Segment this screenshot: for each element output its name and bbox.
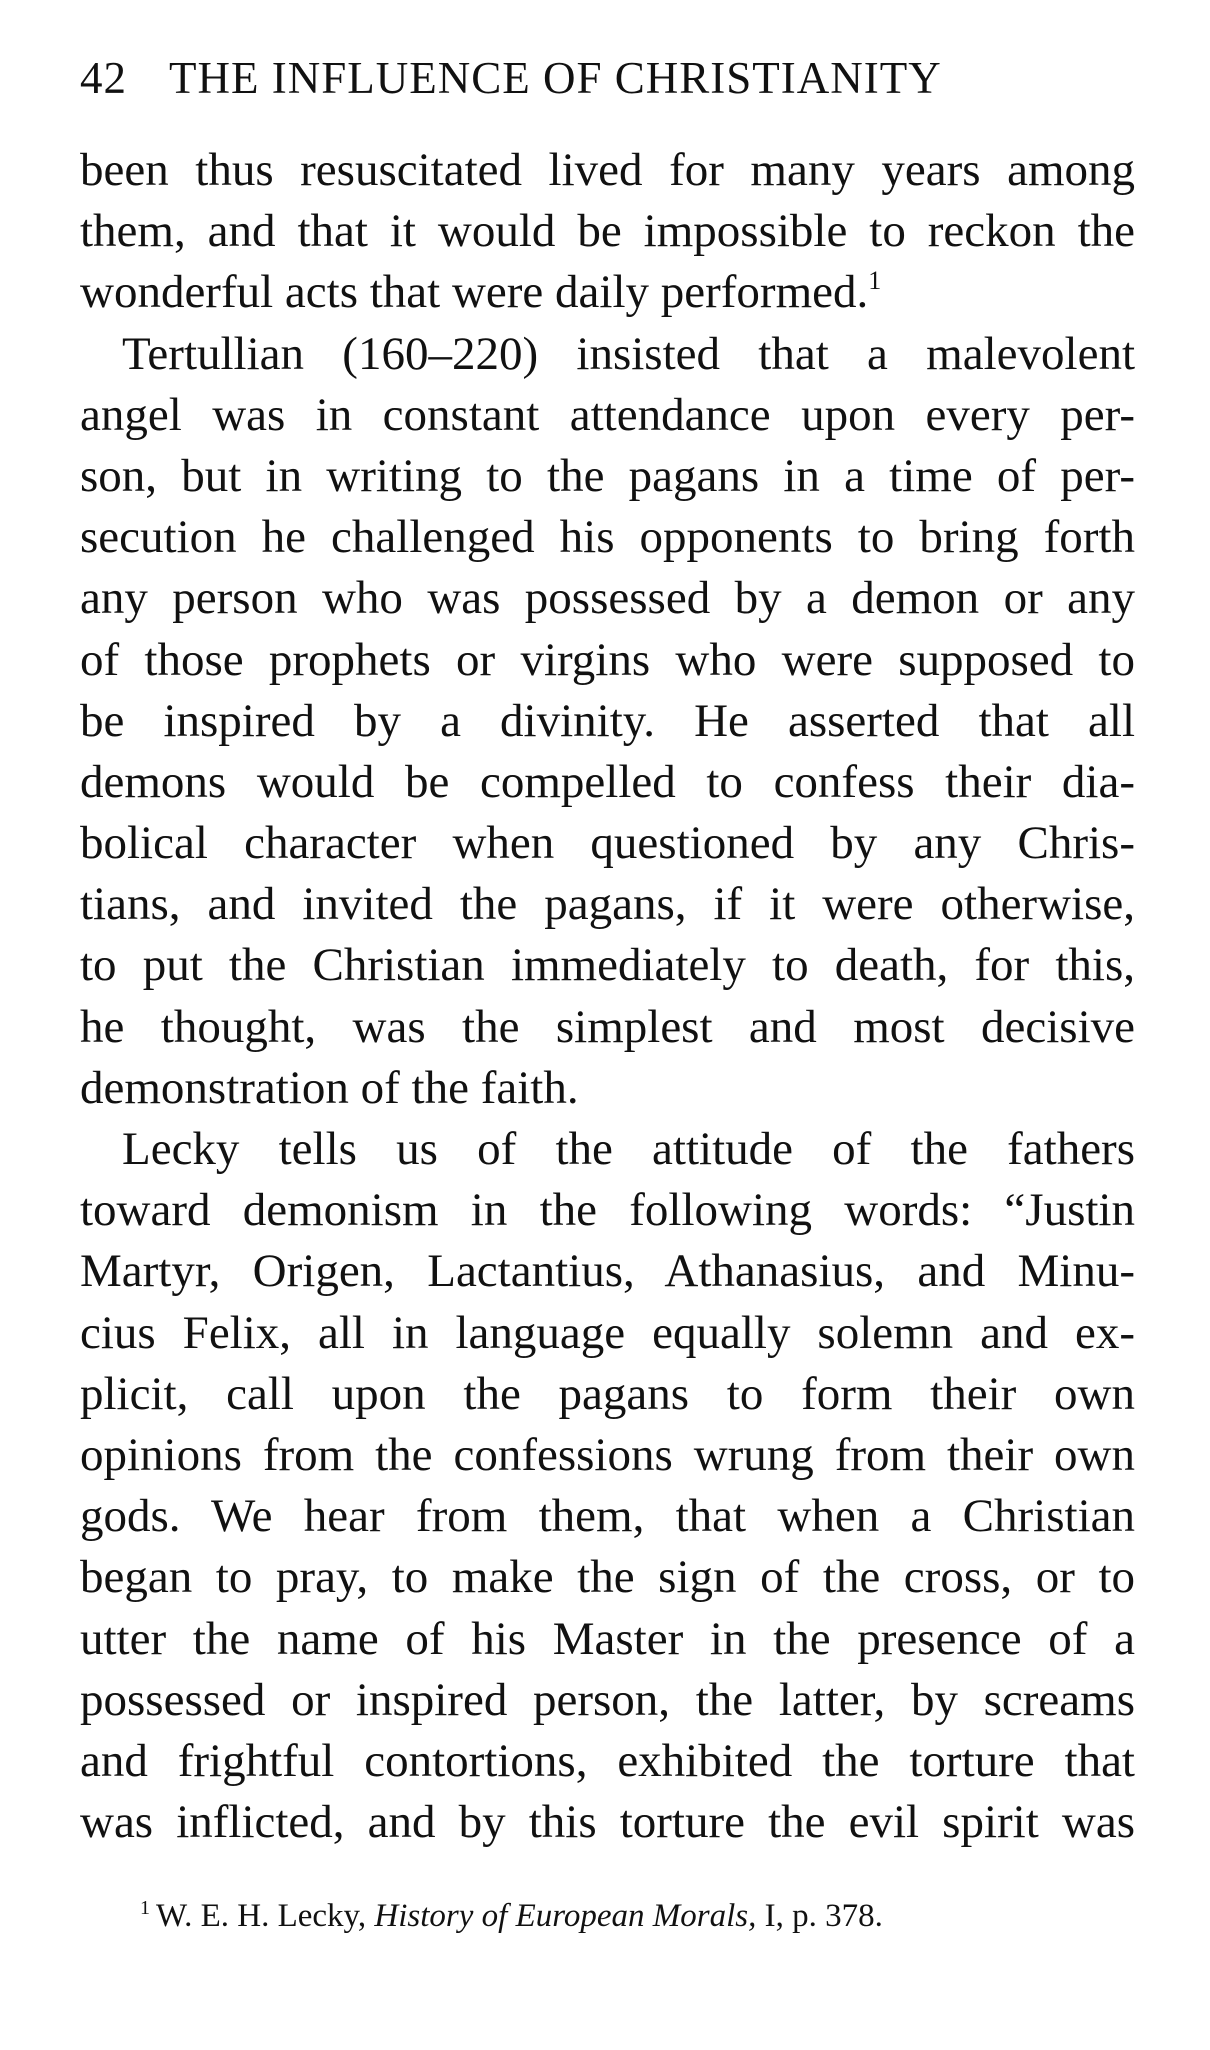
text-line: tians, and invited the pagans, if it were otherwise, <box>80 878 1135 931</box>
text-line: to put the Christian immediately to death, for this, <box>80 939 1135 992</box>
text-line-content: wonderful acts that were daily performed. <box>80 266 869 319</box>
text-line: plicit, call upon the pagans to form their own <box>80 1367 1135 1420</box>
text-line: was inflicted, and by this torture the evil spirit was <box>80 1796 1135 1849</box>
text-line: bolical character when questioned by any Chris- <box>80 817 1135 870</box>
text-line: them, and that it would be impossible to reckon the <box>80 205 1135 258</box>
running-title: THE INFLUENCE OF CHRISTIANITY <box>169 53 942 103</box>
text-line: been thus resuscitated lived for many years among <box>80 144 1135 196</box>
text-line: and frightful contortions, exhibited the torture that <box>80 1734 1135 1787</box>
footnote-location: I, p. 378. <box>764 1898 883 1934</box>
text-line: demonstration of the faith. <box>80 1061 579 1114</box>
footnote-marker: 1 <box>140 1897 150 1919</box>
text-line: any person who was possessed by a demon or any <box>80 572 1135 625</box>
text-line: possessed or inspired person, the latter, by screams <box>80 1673 1135 1726</box>
paragraph-first-line: Tertullian (160–220) insisted that a malevolent <box>122 327 1135 380</box>
footnote-author: W. E. H. Lecky, <box>156 1898 367 1934</box>
body-text <box>80 140 1135 1853</box>
text-line: of those prophets or virgins who were supposed to <box>80 633 1135 686</box>
text-line: opinions from the confessions wrung from their own <box>80 1428 1135 1481</box>
text-line: demons would be compelled to confess their dia- <box>80 755 1135 808</box>
footnote <box>140 1894 1080 1938</box>
text-line: began to pray, to make the sign of the cross, or to <box>80 1551 1135 1604</box>
paragraph-first-line: Lecky tells us of the attitude of the fathers <box>122 1123 1135 1175</box>
text-line: cius Felix, all in language equally solemn and ex- <box>80 1306 1135 1359</box>
text-line: gods. We hear from them, that when a Christian <box>80 1490 1135 1543</box>
running-header <box>80 48 1020 108</box>
text-line: secution he challenged his opponents to bring forth <box>80 511 1135 564</box>
text-line: Martyr, Origen, Lactantius, Athanasius, and Minu- <box>80 1245 1135 1298</box>
footnote-reference: 1 <box>868 266 882 296</box>
page-number: 42 <box>80 53 127 103</box>
text-line: utter the name of his Master in the presence of a <box>80 1612 1135 1665</box>
text-line: he thought, was the simplest and most decisive <box>80 1000 1135 1053</box>
text-line: angel was in constant attendance upon every per- <box>80 388 1135 441</box>
footnote-title: History of European Morals, <box>374 1898 757 1934</box>
text-line: be inspired by a divinity. He asserted that all <box>80 694 1135 747</box>
text-line: toward demonism in the following words: “Justin <box>80 1184 1135 1237</box>
text-line <box>80 262 1135 323</box>
text-line: son, but in writing to the pagans in a time of per- <box>80 449 1135 502</box>
